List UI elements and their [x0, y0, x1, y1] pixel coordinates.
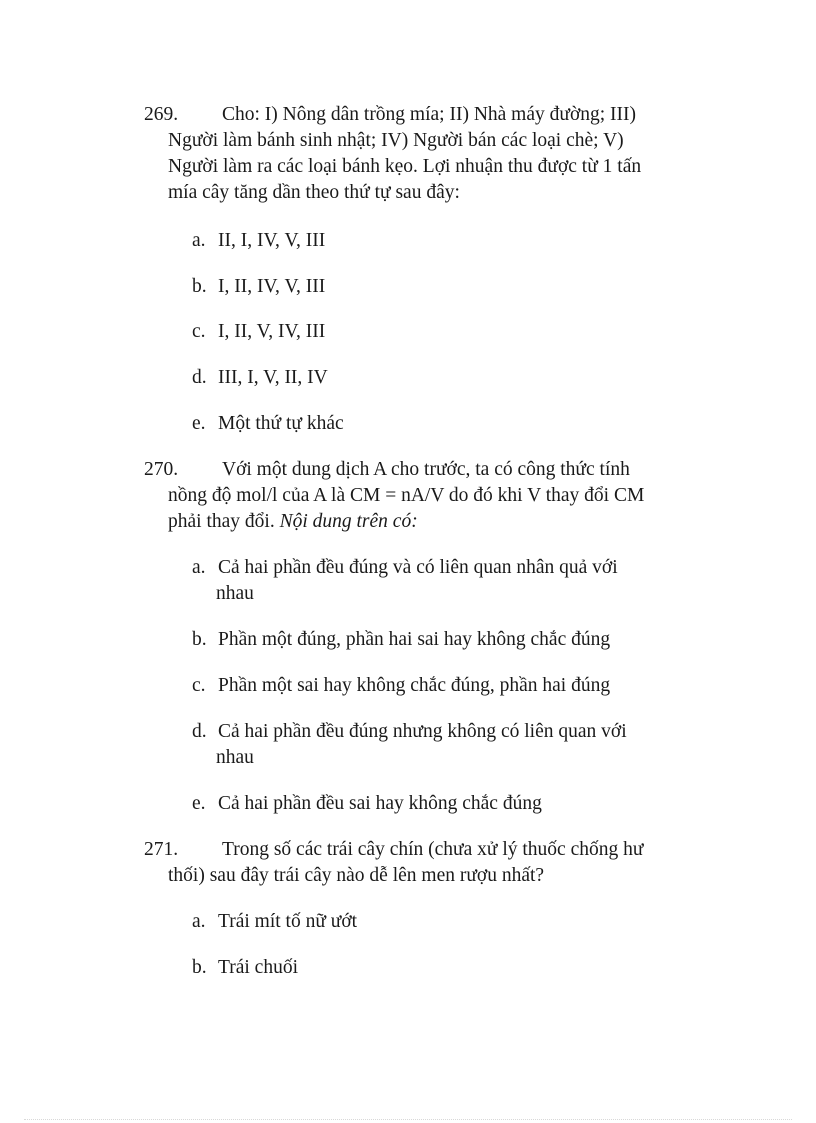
option-letter: d.: [192, 721, 207, 742]
option-text-continued: nhau: [216, 747, 254, 768]
answer-option-b: [192, 627, 692, 653]
answer-option-b: [192, 955, 692, 981]
question-text-line: Với một dung dịch A cho trước, ta có công thức tính: [222, 459, 630, 480]
answer-option-c: [192, 673, 692, 699]
question-270: [144, 457, 704, 535]
option-text: Một thứ tự khác: [218, 413, 344, 434]
question-text-line: Trong số các trái cây chín (chưa xử lý thuốc chống hư: [222, 839, 644, 860]
option-text-continued: nhau: [216, 583, 254, 604]
option-text: I, II, V, IV, III: [218, 321, 326, 342]
option-letter: d.: [192, 367, 207, 388]
question-text-line: Người làm ra các loại bánh kẹo. Lợi nhuận thu được từ 1 tấn: [168, 156, 642, 177]
question-text-line: Người làm bánh sinh nhật; IV) Người bán các loại chè; V): [168, 130, 624, 151]
answer-option-b: [192, 274, 692, 300]
option-text: Cả hai phần đều sai hay không chắc đúng: [218, 793, 542, 814]
question-text-line: thối) sau đây trái cây nào dễ lên men rượu nhất?: [168, 865, 545, 886]
option-letter: a.: [192, 911, 206, 932]
question-text-line: mía cây tăng dần theo thứ tự sau đây:: [168, 182, 460, 203]
question-text-line: Cho: I) Nông dân trồng mía; II) Nhà máy đường; III): [222, 104, 637, 125]
answer-option-a: [192, 228, 692, 254]
question-269: [144, 102, 704, 206]
option-letter: a.: [192, 557, 206, 578]
option-letter: b.: [192, 276, 207, 297]
answer-option-c: [192, 319, 692, 345]
answer-option-a: [192, 909, 692, 935]
option-text: Phần một đúng, phần hai sai hay không chắc đúng: [218, 629, 611, 650]
option-text: III, I, V, II, IV: [218, 367, 328, 388]
answer-option-d: [192, 365, 692, 391]
option-text: Trái chuối: [218, 957, 298, 978]
option-text: II, I, IV, V, III: [218, 230, 326, 251]
option-text: Trái mít tố nữ ướt: [218, 911, 358, 932]
option-letter: a.: [192, 230, 206, 251]
question-number: 271.: [144, 839, 179, 860]
option-text: Phần một sai hay không chắc đúng, phần hai đúng: [218, 675, 611, 696]
option-letter: e.: [192, 793, 206, 814]
answer-option-e: [192, 411, 692, 437]
option-letter: c.: [192, 321, 206, 342]
option-text: I, II, IV, V, III: [218, 276, 326, 297]
question-271: [144, 837, 704, 889]
page-bottom-divider: [24, 1119, 792, 1120]
option-letter: b.: [192, 957, 207, 978]
answer-option-a: [192, 555, 692, 607]
question-number: 269.: [144, 104, 179, 125]
question-number: 270.: [144, 459, 179, 480]
option-text: Cả hai phần đều đúng và có liên quan nhân quả với: [218, 557, 618, 578]
question-text-line: nồng độ mol/l của A là CM = nA/V do đó khi V thay đổi CM: [168, 485, 645, 506]
answer-option-d: [192, 719, 692, 771]
answer-option-e: [192, 791, 692, 817]
option-text: Cả hai phần đều đúng nhưng không có liên quan với: [218, 721, 627, 742]
question-text-line: phải thay đổi.: [168, 511, 275, 532]
option-letter: c.: [192, 675, 206, 696]
option-letter: e.: [192, 413, 206, 434]
option-letter: b.: [192, 629, 207, 650]
question-emphasis: Nội dung trên có:: [279, 511, 418, 532]
